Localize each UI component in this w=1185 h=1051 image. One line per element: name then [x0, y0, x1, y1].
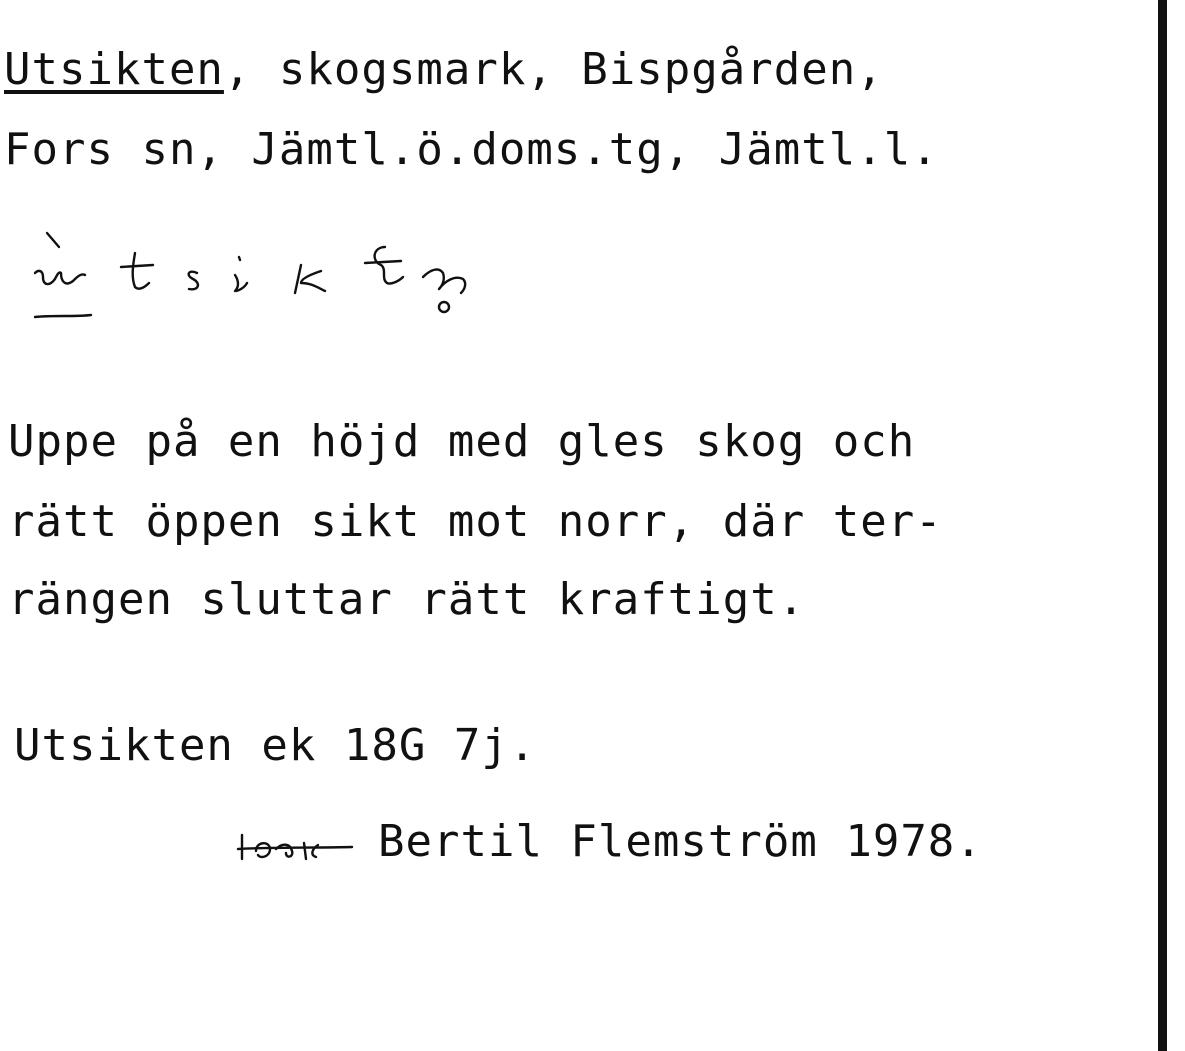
header-line-1	[4, 44, 884, 96]
description-line-1: Uppe på en höjd med gles skog och	[8, 416, 916, 467]
map-reference: Utsikten ek 18G 7j.	[14, 720, 537, 771]
description-line-2: rätt öppen sikt mot norr, där ter-	[8, 496, 943, 547]
signature: Bertil Flemström 1978.	[378, 816, 983, 867]
handwritten-pronunciation	[25, 225, 495, 335]
description-line-3: rängen sluttar rätt kraftigt.	[8, 574, 806, 625]
header-line-1-rest: , skogsmark, Bispgården,	[223, 44, 884, 95]
place-name: Utsikten	[4, 44, 224, 95]
header-line-2: Fors sn, Jämtl.ö.doms.tg, Jämtl.l.	[4, 124, 939, 175]
card-edge-line	[1158, 0, 1167, 1051]
crossed-out-scribble	[236, 829, 354, 863]
